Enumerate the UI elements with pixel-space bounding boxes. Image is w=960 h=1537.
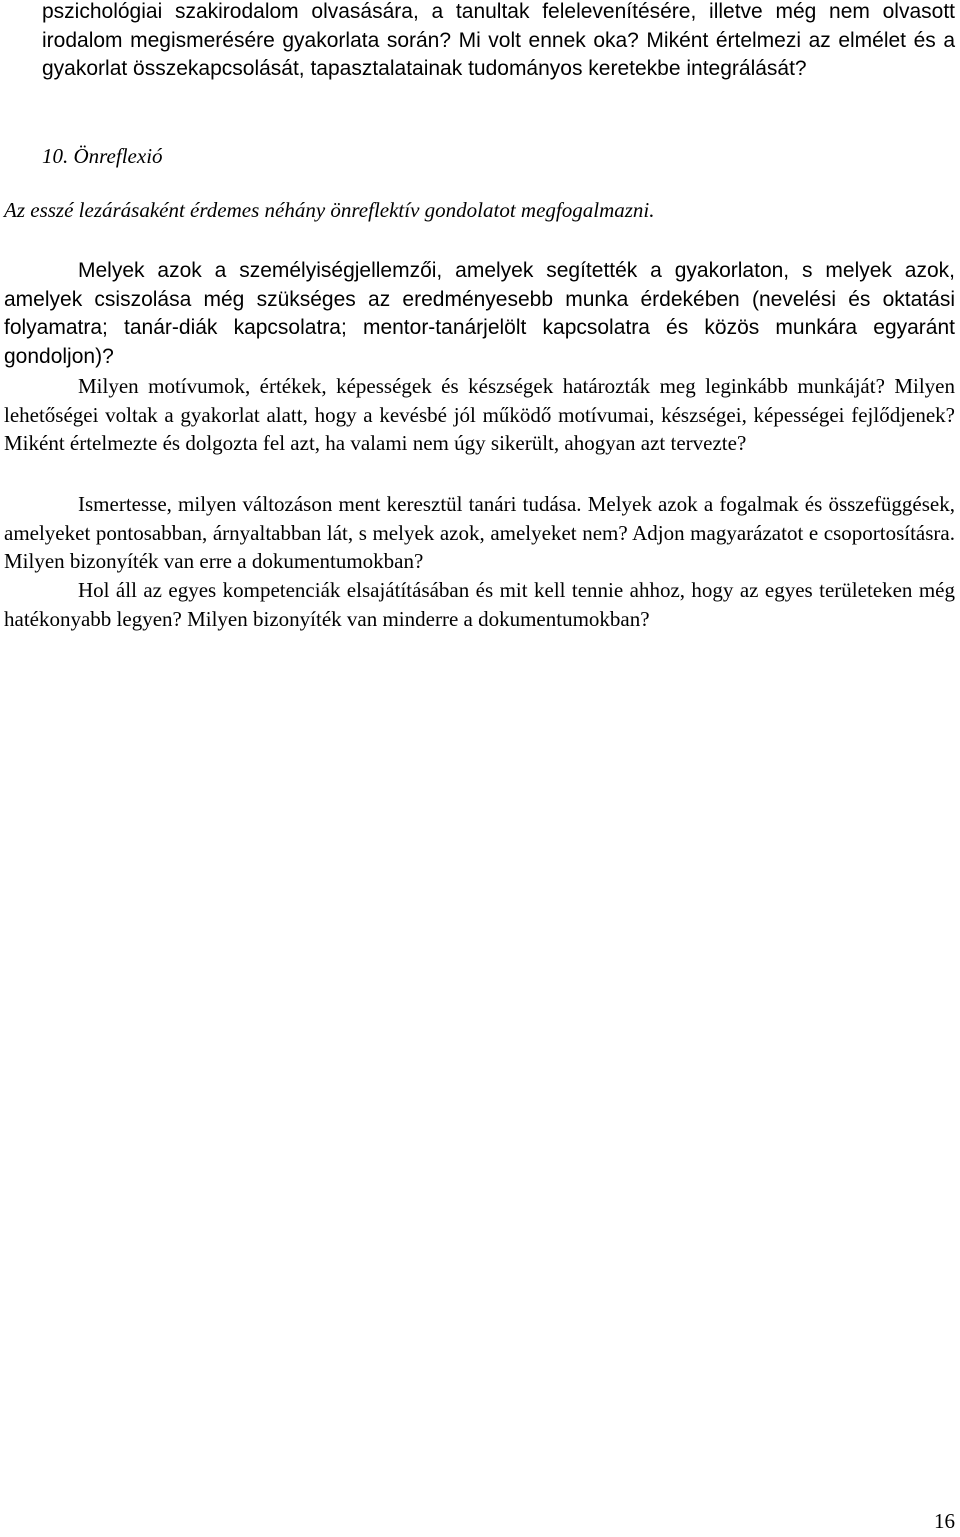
paragraph-motives: Milyen motívumok, értékek, képességek és készségek határozták meg leginkább munkáját? Milyen lehetőségei voltak a gyakorlat alatt, hogy a kevésbé jól működő motívumai, készségei, képességei fejlődjenek? Miként értelmezte és dolgozta fel azt, ha valami nem úgy sikerült, ahogyan azt tervezte? (4, 374, 955, 455)
intro-paragraph: pszichológiai szakirodalom olvasására, a tanultak felelevenítésére, illetve még nem olvasott irodalom megismerésére gyakorlata során? Mi volt ennek oka? Miként értelmezi az elmélet és a gyakorlat összekapcsolását, tapasztalatainak tudományos keretekbe integrálását? (42, 0, 955, 80)
page-number: 16 (934, 1509, 955, 1533)
paragraph-personality: Melyek azok a személyiségjellemzői, amelyek segítették a gyakorlaton, s melyek azok, amelyek csiszolása még szükséges az eredményesebb munka érdekében (nevelési és oktatási folyamatra; tanár-diák kapcsolatra; mentor-tanárjelölt kapcsolatra és közös munkára egyaránt gondoljon)? (4, 259, 955, 368)
paragraph-knowledge: Ismertesse, milyen változáson ment keresztül tanári tudása. Melyek azok a fogalmak és összefüggések, amelyeket pontosabban, árnyaltabban lát, s melyek azok, amelyeket nem? Adjon magyarázatot e csoportosításra. Milyen bizonyíték van erre a dokumentumokban? (4, 492, 955, 573)
section-heading: 10. Önreflexió (42, 144, 163, 168)
paragraph-competencies: Hol áll az egyes kompetenciák elsajátításában és mit kell tennie ahhoz, hogy az egyes területeken még hatékonyabb legyen? Milyen bizonyíték van minderre a dokumentumokban? (4, 578, 955, 631)
section-lead: Az esszé lezárásaként érdemes néhány önreflektív gondolatot megfogalmazni. (4, 198, 655, 222)
